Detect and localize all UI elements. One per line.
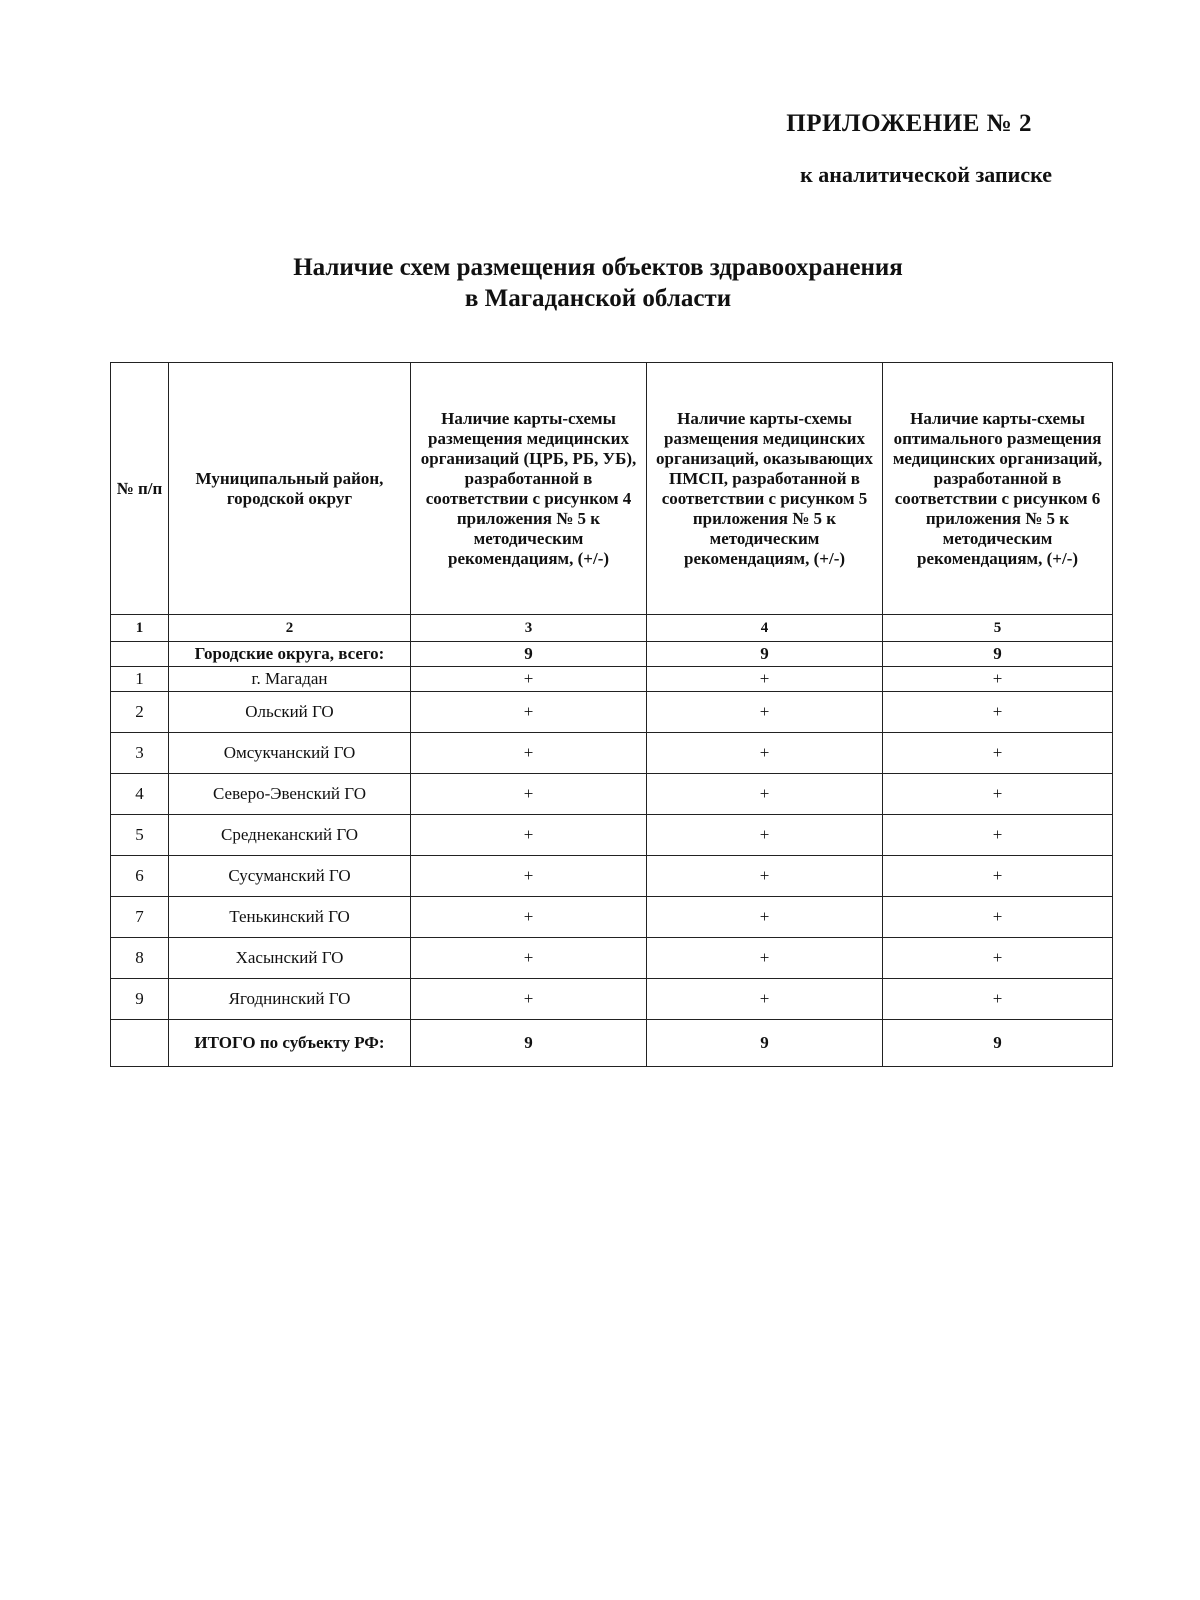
mark-cell: + xyxy=(411,667,647,692)
column-number: 5 xyxy=(883,615,1113,642)
group-label: Городские округа, всего: xyxy=(169,642,411,667)
mark-cell: + xyxy=(647,774,883,815)
total-label: ИТОГО по субъекту РФ: xyxy=(169,1020,411,1067)
group-number-cell xyxy=(111,642,169,667)
table-row xyxy=(111,979,1113,1020)
group-value: 9 xyxy=(647,642,883,667)
column-header-number: № п/п xyxy=(111,363,169,615)
mark-cell: + xyxy=(411,979,647,1020)
group-total-row xyxy=(111,642,1113,667)
row-number: 2 xyxy=(111,692,169,733)
column-header-district: Муниципальный район, городской округ xyxy=(169,363,411,615)
mark-cell: + xyxy=(883,733,1113,774)
table-row xyxy=(111,815,1113,856)
table-row xyxy=(111,774,1113,815)
mark-cell: + xyxy=(647,692,883,733)
health-facilities-table xyxy=(110,362,1113,1067)
row-number: 1 xyxy=(111,667,169,692)
district-name: Среднеканский ГО xyxy=(169,815,411,856)
total-value: 9 xyxy=(647,1020,883,1067)
mark-cell: + xyxy=(411,856,647,897)
column-number: 3 xyxy=(411,615,647,642)
total-value: 9 xyxy=(411,1020,647,1067)
annex-subtitle: к аналитической записке xyxy=(800,162,1052,187)
table-row xyxy=(111,733,1113,774)
mark-cell: + xyxy=(647,938,883,979)
mark-cell: + xyxy=(647,667,883,692)
mark-cell: + xyxy=(647,897,883,938)
row-number: 5 xyxy=(111,815,169,856)
mark-cell: + xyxy=(647,979,883,1020)
document-title-line-2: в Магаданской области xyxy=(464,285,732,312)
row-number: 4 xyxy=(111,774,169,815)
column-number: 1 xyxy=(111,615,169,642)
table-header-row xyxy=(111,363,1113,615)
mark-cell: + xyxy=(883,897,1113,938)
mark-cell: + xyxy=(883,856,1113,897)
district-name: Омсукчанский ГО xyxy=(169,733,411,774)
row-number: 7 xyxy=(111,897,169,938)
table-row xyxy=(111,897,1113,938)
mark-cell: + xyxy=(411,733,647,774)
mark-cell: + xyxy=(883,774,1113,815)
district-name: Северо-Эвенский ГО xyxy=(169,774,411,815)
mark-cell: + xyxy=(411,774,647,815)
table-row xyxy=(111,856,1113,897)
district-name: Ягоднинский ГО xyxy=(169,979,411,1020)
mark-cell: + xyxy=(411,897,647,938)
column-numbers-row xyxy=(111,615,1113,642)
column-number: 2 xyxy=(169,615,411,642)
district-name: Тенькинский ГО xyxy=(169,897,411,938)
table-body xyxy=(111,615,1113,1067)
total-number-cell xyxy=(111,1020,169,1067)
grand-total-row xyxy=(111,1020,1113,1067)
group-value: 9 xyxy=(883,642,1113,667)
mark-cell: + xyxy=(411,938,647,979)
district-name: Хасынский ГО xyxy=(169,938,411,979)
annex-title: ПРИЛОЖЕНИЕ № 2 xyxy=(786,110,1032,137)
document-title-line-1: Наличие схем размещения объектов здравоохранения xyxy=(293,254,903,281)
mark-cell: + xyxy=(647,815,883,856)
mark-cell: + xyxy=(647,856,883,897)
district-name: Ольский ГО xyxy=(169,692,411,733)
mark-cell: + xyxy=(883,692,1113,733)
column-number: 4 xyxy=(647,615,883,642)
document-title xyxy=(0,252,1200,314)
group-value: 9 xyxy=(411,642,647,667)
total-value: 9 xyxy=(883,1020,1113,1067)
mark-cell: + xyxy=(883,979,1113,1020)
column-header-map-pmsp: Наличие карты-схемы размещения медицинских организаций, оказывающих ПМСП, разработанной в соответствии с рисунком 5 приложения № 5 к методическим рекомендациям, (+/-) xyxy=(647,363,883,615)
mark-cell: + xyxy=(883,938,1113,979)
mark-cell: + xyxy=(883,815,1113,856)
district-name: г. Магадан xyxy=(169,667,411,692)
row-number: 6 xyxy=(111,856,169,897)
district-name: Сусуманский ГО xyxy=(169,856,411,897)
mark-cell: + xyxy=(411,815,647,856)
row-number: 8 xyxy=(111,938,169,979)
mark-cell: + xyxy=(411,692,647,733)
column-header-map-crb: Наличие карты-схемы размещения медицинских организаций (ЦРБ, РБ, УБ), разработанной в соответствии с рисунком 4 приложения № 5 к методическим рекомендациям, (+/-) xyxy=(411,363,647,615)
table-row xyxy=(111,938,1113,979)
row-number: 9 xyxy=(111,979,169,1020)
row-number: 3 xyxy=(111,733,169,774)
mark-cell: + xyxy=(647,733,883,774)
mark-cell: + xyxy=(883,667,1113,692)
table-row xyxy=(111,667,1113,692)
column-header-map-optimal: Наличие карты-схемы оптимального размещения медицинских организаций, разработанной в соответствии с рисунком 6 приложения № 5 к методическим рекомендациям, (+/-) xyxy=(883,363,1113,615)
table-row xyxy=(111,692,1113,733)
